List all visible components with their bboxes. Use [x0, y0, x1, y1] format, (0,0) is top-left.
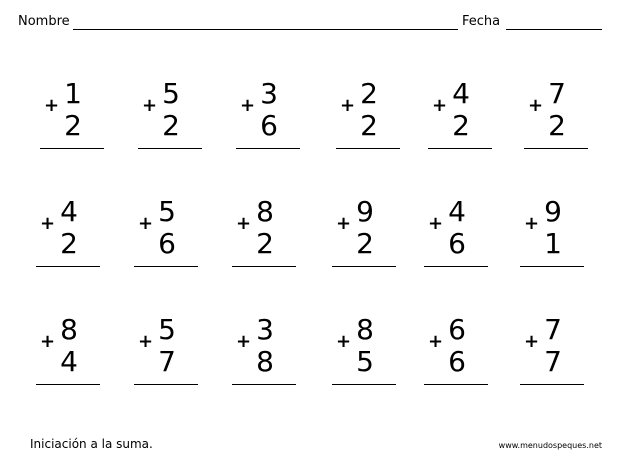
- addend-bottom: 2: [360, 109, 378, 142]
- plus-sign: +: [428, 331, 444, 352]
- answer-line[interactable]: [520, 384, 584, 385]
- addend-top: 4: [448, 195, 466, 228]
- name-field-line[interactable]: [73, 29, 458, 30]
- addend-bottom: 5: [356, 345, 374, 378]
- problem-1: [40, 77, 110, 155]
- addend-bottom: 7: [544, 345, 562, 378]
- addend-top: 7: [544, 313, 562, 346]
- addend-top: 8: [256, 195, 274, 228]
- problem-10: [332, 195, 402, 273]
- addend-bottom: 2: [548, 109, 566, 142]
- problem-11: [424, 195, 494, 273]
- problem-12: [520, 195, 590, 273]
- answer-line[interactable]: [332, 266, 396, 267]
- plus-sign: +: [428, 213, 444, 234]
- plus-sign: +: [336, 331, 352, 352]
- problem-13: [36, 313, 106, 391]
- plus-sign: +: [142, 95, 158, 116]
- addend-top: 4: [60, 195, 78, 228]
- problem-5: [428, 77, 498, 155]
- addend-top: 3: [260, 77, 278, 110]
- date-field-line[interactable]: [506, 29, 602, 30]
- addend-top: 6: [448, 313, 466, 346]
- problem-6: [524, 77, 594, 155]
- problem-17: [424, 313, 494, 391]
- plus-sign: +: [528, 95, 544, 116]
- plus-sign: +: [524, 213, 540, 234]
- plus-sign: +: [44, 95, 60, 116]
- plus-sign: +: [240, 95, 256, 116]
- problem-2: [138, 77, 208, 155]
- addend-top: 7: [548, 77, 566, 110]
- plus-sign: +: [236, 331, 252, 352]
- answer-line[interactable]: [424, 266, 488, 267]
- plus-sign: +: [138, 213, 154, 234]
- plus-sign: +: [524, 331, 540, 352]
- problem-8: [134, 195, 204, 273]
- answer-line[interactable]: [332, 384, 396, 385]
- addend-top: 4: [452, 77, 470, 110]
- answer-line[interactable]: [36, 266, 100, 267]
- answer-line[interactable]: [40, 148, 104, 149]
- problem-4: [336, 77, 406, 155]
- addend-top: 5: [158, 313, 176, 346]
- plus-sign: +: [40, 213, 56, 234]
- addend-bottom: 6: [158, 227, 176, 260]
- answer-line[interactable]: [134, 384, 198, 385]
- addend-bottom: 2: [60, 227, 78, 260]
- problem-7: [36, 195, 106, 273]
- plus-sign: +: [236, 213, 252, 234]
- answer-line[interactable]: [232, 266, 296, 267]
- name-label: Nombre: [18, 14, 70, 29]
- addend-top: 1: [64, 77, 82, 110]
- addend-bottom: 6: [448, 345, 466, 378]
- plus-sign: +: [432, 95, 448, 116]
- addend-top: 2: [360, 77, 378, 110]
- addend-top: 9: [544, 195, 562, 228]
- addend-top: 5: [162, 77, 180, 110]
- answer-line[interactable]: [524, 148, 588, 149]
- addend-bottom: 2: [452, 109, 470, 142]
- problem-18: [520, 313, 590, 391]
- problem-3: [236, 77, 306, 155]
- addend-bottom: 7: [158, 345, 176, 378]
- header: [18, 14, 603, 34]
- problem-9: [232, 195, 302, 273]
- addend-top: 5: [158, 195, 176, 228]
- date-label: Fecha: [462, 14, 501, 29]
- addend-bottom: 8: [256, 345, 274, 378]
- addend-bottom: 6: [448, 227, 466, 260]
- answer-line[interactable]: [36, 384, 100, 385]
- plus-sign: +: [138, 331, 154, 352]
- answer-line[interactable]: [138, 148, 202, 149]
- addend-bottom: 2: [64, 109, 82, 142]
- addend-bottom: 6: [260, 109, 278, 142]
- answer-line[interactable]: [336, 148, 400, 149]
- answer-line[interactable]: [236, 148, 300, 149]
- answer-line[interactable]: [134, 266, 198, 267]
- problem-14: [134, 313, 204, 391]
- plus-sign: +: [40, 331, 56, 352]
- addend-top: 3: [256, 313, 274, 346]
- addend-bottom: 2: [356, 227, 374, 260]
- addend-top: 8: [60, 313, 78, 346]
- addend-top: 8: [356, 313, 374, 346]
- website-link[interactable]: www.menudospeques.net: [498, 441, 602, 450]
- addend-bottom: 2: [256, 227, 274, 260]
- problem-15: [232, 313, 302, 391]
- answer-line[interactable]: [428, 148, 492, 149]
- worksheet-title: Iniciación a la suma.: [30, 437, 153, 451]
- addend-bottom: 1: [544, 227, 562, 260]
- plus-sign: +: [340, 95, 356, 116]
- answer-line[interactable]: [232, 384, 296, 385]
- addend-bottom: 4: [60, 345, 78, 378]
- answer-line[interactable]: [424, 384, 488, 385]
- answer-line[interactable]: [520, 266, 584, 267]
- addend-bottom: 2: [162, 109, 180, 142]
- addend-top: 9: [356, 195, 374, 228]
- problem-16: [332, 313, 402, 391]
- plus-sign: +: [336, 213, 352, 234]
